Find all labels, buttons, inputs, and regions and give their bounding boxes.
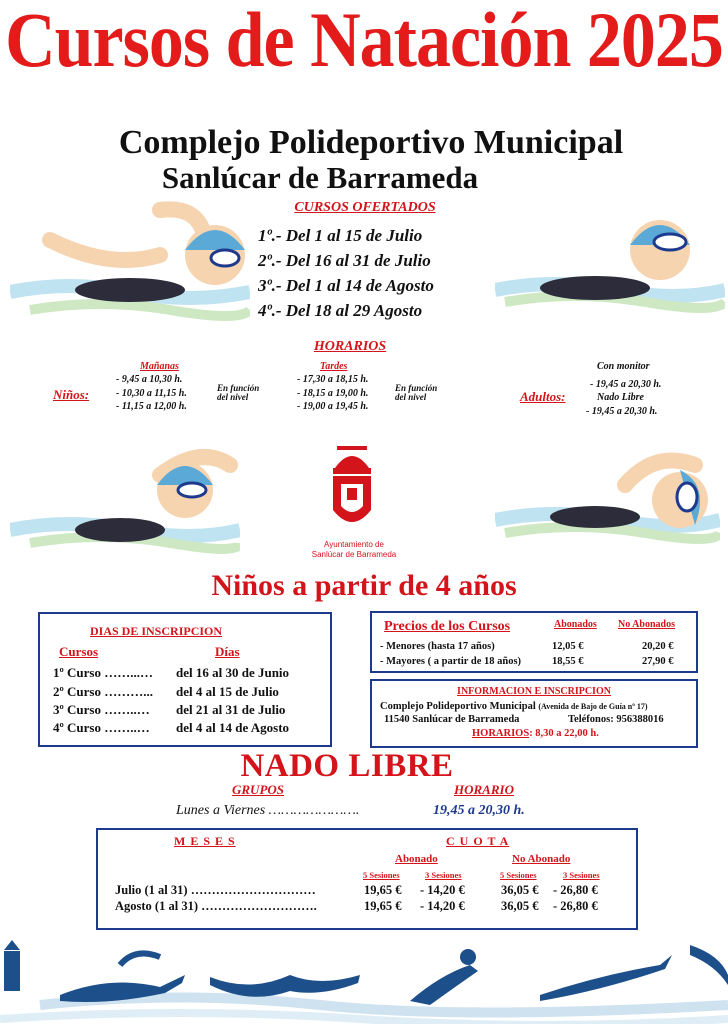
- members-col-header: Abonados: [554, 619, 597, 630]
- price-row-label: - Menores (hasta 17 años): [380, 641, 495, 652]
- info-city: 11540 Sanlúcar de Barrameda: [384, 714, 520, 725]
- members-label: Abonado: [395, 853, 438, 865]
- fee-non-members-5: 36,05 €: [501, 883, 539, 897]
- age-notice: Niños a partir de 4 años: [211, 569, 517, 602]
- fee-non-members-3: - 26,80 €: [553, 899, 598, 913]
- afternoon-time: - 18,15 a 19,00 h.: [297, 387, 369, 399]
- swimmer-illustration-top-left: [10, 200, 250, 350]
- groups-label: GRUPOS: [232, 782, 285, 797]
- registration-course: 3º Curso ……..…: [53, 702, 150, 717]
- prices-heading: Precios de los Cursos: [384, 619, 511, 634]
- afternoons-label: Tardes: [320, 361, 348, 372]
- logo-text: [290, 540, 418, 561]
- sessions-3-non-members: 3 Sesiones: [563, 870, 600, 880]
- sessions-3-members: 3 Sesiones: [425, 870, 462, 880]
- fees-box: [96, 828, 638, 930]
- info-hours-label: HORARIOS: [472, 728, 530, 739]
- bottom-swimmers-strip: [0, 935, 728, 1024]
- price-row-label: - Mayores ( a partir de 18 años): [380, 656, 522, 667]
- kids-label: Niños:: [53, 387, 90, 402]
- town-hall-logo: [327, 444, 377, 536]
- free-swim-label: Nado Libre: [597, 392, 644, 403]
- price-non-members: 20,20 €: [642, 641, 674, 652]
- info-phone: Teléfonos: 956388016: [568, 714, 664, 725]
- info-hours: [472, 728, 599, 739]
- afternoons-times: [297, 373, 368, 414]
- fee-month: Julio (1 al 31) …………………………: [115, 883, 316, 897]
- fee-month: Agosto (1 al 31) ……………………….: [115, 899, 317, 913]
- info-address-detail: (Avenida de Bajo de Guía nº 17): [538, 702, 648, 711]
- sessions-5-non-members: 5 Sesiones: [500, 870, 537, 880]
- fee-members-5: 19,65 €: [364, 883, 402, 897]
- courses-heading: CURSOS OFERTADOS: [294, 200, 436, 215]
- sessions-5-members: 5 Sesiones: [363, 870, 400, 880]
- free-swim-heading: NADO LIBRE: [240, 748, 454, 784]
- course-item: 3º.- Del 1 al 14 de Agosto: [258, 276, 434, 295]
- swimmer-illustration-mid-right: [495, 445, 720, 565]
- fee-members-3: - 14,20 €: [420, 883, 465, 897]
- registration-course: 2º Curso ………...: [53, 684, 153, 699]
- morning-time: - 11,15 a 12,00 h.: [116, 401, 187, 412]
- registration-box: [38, 612, 332, 747]
- swimmer-illustration-top-right: [495, 210, 725, 325]
- course-item: 2º.- Del 16 al 31 de Julio: [258, 251, 431, 270]
- morning-time: - 9,45 a 10,30 h.: [116, 374, 183, 385]
- level-note: En función del nivel: [395, 383, 438, 403]
- free-swim-days: Lunes a Viernes ………………….: [176, 803, 360, 818]
- free-swim-time: - 19,45 a 20,30 h.: [586, 406, 658, 417]
- fee-members-5: 19,65 €: [364, 899, 402, 913]
- fee-non-members-5: 36,05 €: [501, 899, 539, 913]
- info-box: [370, 679, 698, 748]
- mornings-times: [116, 373, 187, 414]
- level-note: En función del nivel: [217, 383, 260, 403]
- registration-days: del 4 al 14 de Agosto: [176, 720, 290, 735]
- info-heading: INFORMACION E INSCRIPCION: [457, 686, 611, 697]
- course-item: 4º.- Del 18 al 29 Agosto: [258, 301, 423, 320]
- venue-name: Complejo Polideportivo Municipal: [118, 124, 624, 161]
- price-members: 12,05 €: [552, 641, 584, 652]
- poster-title: Cursos de Natación 2025: [5, 0, 723, 84]
- prices-box: [370, 611, 698, 673]
- with-monitor-label: Con monitor: [597, 361, 650, 372]
- schedule-label: HORARIO: [454, 782, 514, 797]
- info-address: [380, 701, 648, 712]
- registration-days: del 16 al 30 de Junio: [176, 665, 290, 680]
- adults-label: Adultos:: [520, 389, 566, 404]
- non-members-col-header: No Abonados: [618, 619, 675, 630]
- morning-time: - 10,30 a 11,15 h.: [116, 387, 187, 399]
- fee-non-members-3: - 26,80 €: [553, 883, 598, 897]
- months-header: M E S E S: [174, 834, 236, 848]
- price-members: 18,55 €: [552, 656, 584, 667]
- price-non-members: 27,90 €: [642, 656, 674, 667]
- days-col-header: Días: [215, 644, 240, 659]
- registration-course: 1º Curso ……...…: [53, 665, 153, 680]
- with-monitor-time: - 19,45 a 20,30 h.: [590, 379, 662, 390]
- registration-days: del 4 al 15 de Julio: [176, 684, 279, 699]
- mornings-label: Mañanas: [140, 361, 179, 372]
- logo-line-1: Ayuntamiento de: [324, 540, 384, 549]
- non-members-label: No Abonado: [512, 853, 571, 865]
- afternoon-time: - 17,30 a 18,15 h.: [297, 374, 369, 385]
- fee-header: C U O T A: [446, 834, 510, 848]
- registration-course: 4º Curso ……..…: [53, 720, 150, 735]
- city-name: Sanlúcar de Barrameda: [161, 160, 479, 195]
- info-address-name: Complejo Polideportivo Municipal: [380, 701, 536, 712]
- free-swim-time: 19,45 a 20,30 h.: [433, 803, 525, 818]
- swimmer-illustration-mid-left: [10, 435, 240, 565]
- afternoon-time: - 19,00 a 19,45 h.: [297, 401, 369, 412]
- registration-heading: DIAS DE INSCRIPCION: [90, 624, 223, 638]
- registration-days: del 21 al 31 de Julio: [176, 702, 286, 717]
- courses-col-header: Cursos: [59, 644, 99, 659]
- fee-members-3: - 14,20 €: [420, 899, 465, 913]
- schedule-heading: HORARIOS: [313, 339, 387, 354]
- logo-line-2: Sanlúcar de Barrameda: [311, 550, 397, 560]
- course-item: 1º.- Del 1 al 15 de Julio: [258, 226, 423, 245]
- info-hours-value: : 8,30 a 22,00 h.: [529, 728, 599, 739]
